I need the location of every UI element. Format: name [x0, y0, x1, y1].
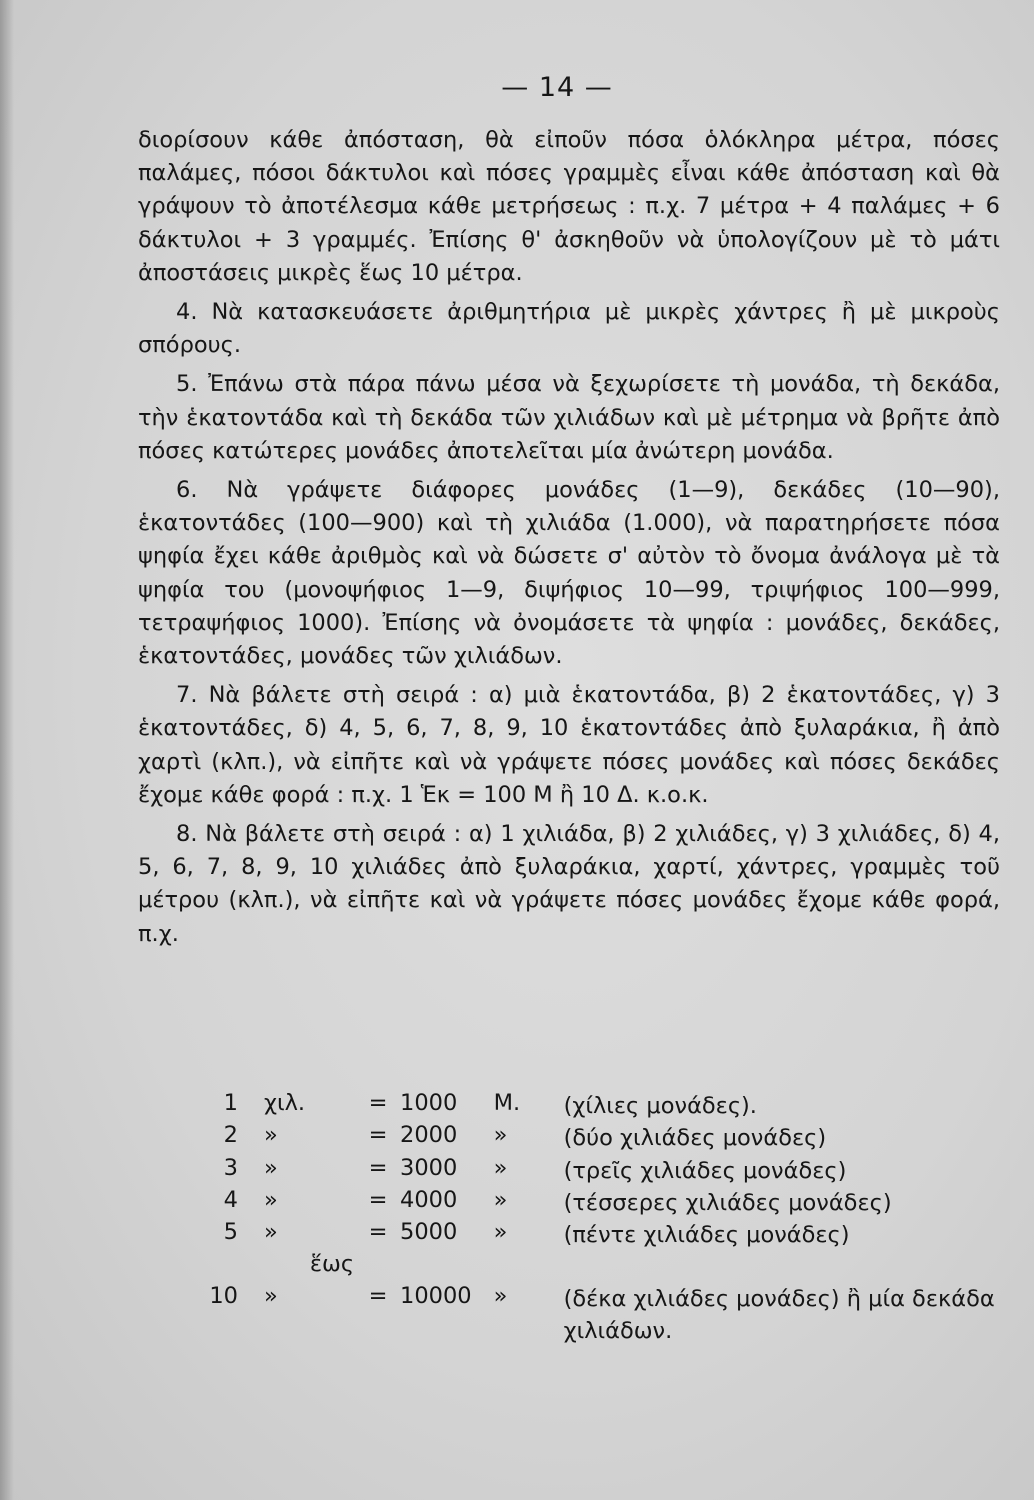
row-unit: χιλ. [264, 1090, 306, 1116]
table-row [190, 1219, 1000, 1251]
page-number: — 14 — [501, 72, 613, 103]
row-value: 1000 [400, 1090, 458, 1116]
row-number: 2 [223, 1122, 238, 1149]
row-equals: = [368, 1154, 388, 1181]
row-equals: = [368, 1090, 388, 1116]
row-number: 10 [209, 1283, 238, 1310]
row-number: 4 [223, 1186, 238, 1213]
row-equals: = [368, 1122, 388, 1149]
paragraph-item-5: 5. Ἐπάνω στὰ πάρα πάνω μέσα νὰ ξεχωρίσετε τὴ μονάδα, τὴ δεκάδα, τὴν ἑκατοντάδα καὶ τὴ δεκάδα τῶν χιλιάδων καὶ μὲ μέτρημα νὰ βρῆτε ἀπὸ πόσες κατώτερες μονάδες ἀποτελεῖται μία ἀνώτερη μονάδα. [138, 371, 1000, 464]
row-description: (πέντε χιλιάδες μονάδες) [563, 1222, 850, 1249]
row-unit-m: Μ. [493, 1090, 521, 1116]
row-equals: = [368, 1186, 388, 1213]
table-row [190, 1122, 1000, 1154]
table-row [190, 1090, 1000, 1122]
row-value: 10000 [400, 1283, 472, 1310]
row-description: (δέκα χιλιάδες μονάδες) ἢ μία δεκάδα χιλιάδων. [563, 1286, 995, 1345]
body-text [138, 124, 1000, 957]
row-value: 5000 [400, 1219, 458, 1246]
row-unit-m: » [493, 1122, 508, 1149]
row-unit: » [264, 1186, 278, 1213]
paragraph-item-8: 8. Νὰ βάλετε στὴ σειρά : α) 1 χιλιάδα, β) 2 χιλιάδες, γ) 3 χιλιάδες, δ) 4, 5, 6, 7, 8, 9, 10 χιλιάδες ἀπὸ ξυλαράκια, χαρτί, χάντρες, γραμμὲς τοῦ μέτρου (κλπ.), νὰ εἰπῆτε καὶ νὰ γράψετε πόσες μονάδες ἔχομε κάθε φορά, π.χ. [138, 821, 1000, 947]
row-unit-m: » [493, 1154, 508, 1181]
row-unit: » [264, 1283, 278, 1310]
paragraph-item-4: 4. Νὰ κατασκευάσετε ἀριθμητήρια μὲ μικρὲς χάντρες ἢ μὲ μικροὺς σπόρους. [138, 299, 1000, 359]
row-description: (χίλιες μονάδες). [563, 1093, 757, 1119]
page-edge-shadow [0, 0, 14, 1500]
row-unit: » [264, 1219, 278, 1246]
table-row [190, 1283, 1000, 1347]
paragraph-item-7: 7. Νὰ βάλετε στὴ σειρά : α) μιὰ ἑκατοντάδα, β) 2 ἑκατοντάδες, γ) 3 ἑκατοντάδες, δ) 4, 5, 6, 7, 8, 9, 10 ἑκατοντάδες ἀπὸ ξυλαράκια, ἢ ἀπὸ χαρτὶ (κλπ.), νὰ εἰπῆτε καὶ νὰ γράψετε πόσες μονάδες καὶ πόσες δεκάδες ἔχομε κάθε φορά : π.χ. 1 Ἑκ = 100 Μ ἢ 10 Δ. κ.ο.κ. [138, 682, 1000, 808]
row-value: 4000 [400, 1186, 458, 1213]
row-number: 1 [223, 1090, 238, 1116]
paragraph-continuation: διορίσουν κάθε ἀπόσταση, θὰ εἰποῦν πόσα ὁλόκληρα μέτρα, πόσες παλάμες, πόσοι δάκτυλοι καὶ πόσες γραμμὲς εἶναι κάθε ἀπόσταση καὶ θὰ γράψουν τὸ ἀποτέλεσμα κάθε μετρήσεως : π.χ. 7 μέτρα + 4 παλάμες + 6 δάκτυλοι + 3 γραμμές. Ἐπίσης θ' ἀσκηθοῦν νὰ ὑπολογίζουν μὲ τὸ μάτι ἀποστάσεις μικρὲς ἕως 10 μέτρα. [138, 127, 1000, 286]
row-unit-m: » [493, 1186, 508, 1213]
row-description: (τέσσερες χιλιάδες μονάδες) [563, 1189, 892, 1216]
row-number: 3 [223, 1154, 238, 1181]
row-unit: » [264, 1122, 278, 1149]
row-value: 3000 [400, 1154, 458, 1181]
row-number: 5 [223, 1219, 238, 1246]
row-description: (τρεῖς χιλιάδες μονάδες) [563, 1157, 847, 1184]
paragraph-item-6: 6. Νὰ γράψετε διάφορες μονάδες (1—9), δεκάδες (10—90), ἑκατοντάδες (100—900) καὶ τὴ χιλιάδα (1.000), νὰ παρατηρήσετε πόσα ψηφία ἔχει κάθε ἀριθμὸς καὶ νὰ δώσετε σ' αὐτὸν τὸ ὄνομα ἀνάλογα μὲ τὰ ψηφία του (μονοψήφιος 1—9, διψήφιος 10—99, τριψήφιος 100—999, τετραψήφιος 1000). Ἐπίσης νὰ ὀνομάσετε τὰ ψηφία : μονάδες, δεκάδες, ἑκατοντάδες, μονάδες τῶν χιλιάδων. [138, 477, 1000, 670]
row-equals: = [368, 1219, 388, 1246]
table-row [190, 1187, 1000, 1219]
thousands-table [190, 1090, 1000, 1347]
row-value: 2000 [400, 1122, 458, 1149]
row-description: (δύο χιλιάδες μονάδες) [563, 1125, 827, 1152]
row-unit-m: » [493, 1219, 508, 1246]
table-row-eos [190, 1251, 1000, 1283]
row-unit-m: » [493, 1283, 508, 1310]
row-equals: = [368, 1283, 388, 1310]
row-unit: » [264, 1154, 278, 1181]
table-row [190, 1155, 1000, 1187]
eos-word: ἕως [309, 1251, 355, 1278]
